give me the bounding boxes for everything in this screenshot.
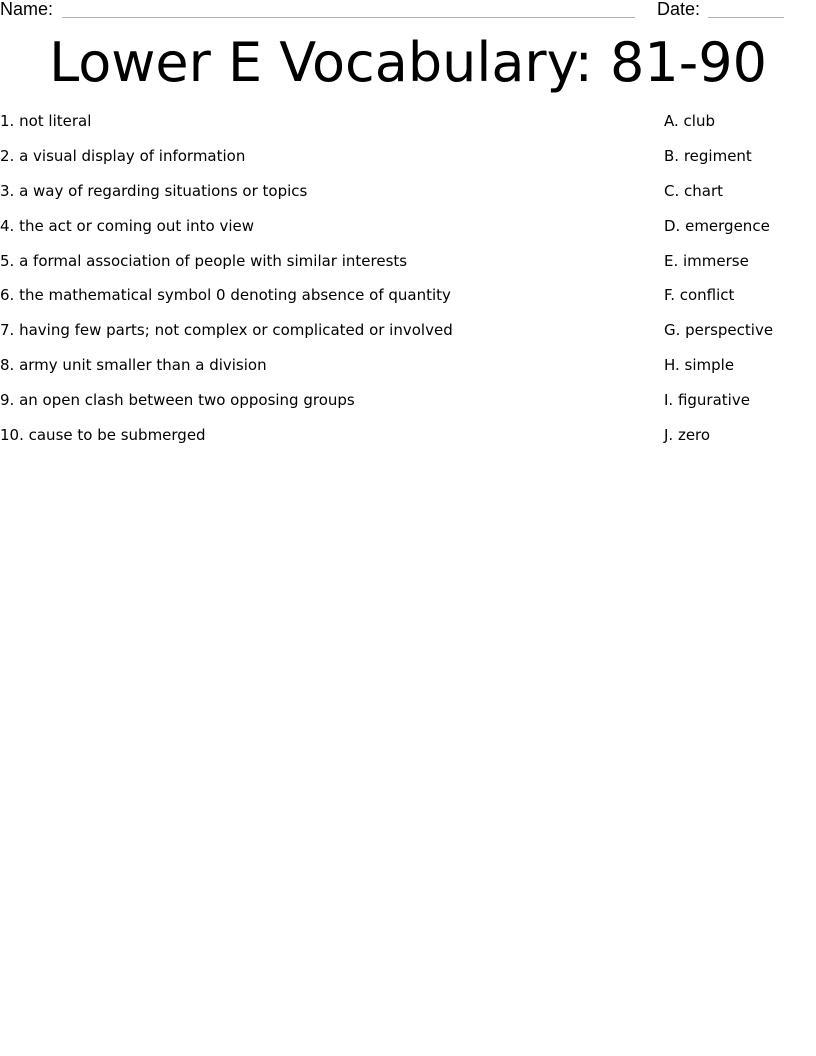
date-label: Date:: [657, 0, 701, 19]
answer-item: E. immerse: [664, 251, 749, 270]
answer-item: J. zero: [664, 426, 711, 445]
clue-item: 7. having few parts; not complex or complicated or involved: [0, 321, 453, 340]
date-blank-line: [708, 17, 784, 18]
answer-item: C. chart: [664, 181, 724, 200]
answer-item: H. simple: [664, 356, 735, 375]
worksheet-title: Lower E Vocabulary: 81-90: [49, 31, 767, 94]
answer-item: I. figurative: [664, 391, 750, 410]
name-label: Name:: [0, 0, 54, 19]
clue-item: 10. cause to be submerged: [0, 426, 206, 445]
clue-item: 6. the mathematical symbol 0 denoting absence of quantity: [0, 286, 451, 305]
answer-item: A. club: [664, 112, 715, 130]
worksheet-header: [0, 0, 816, 22]
answer-list: [664, 110, 814, 459]
clue-item: 9. an open clash between two opposing groups: [0, 391, 355, 410]
clue-item: 4. the act or coming out into view: [0, 216, 255, 235]
answer-item: D. emergence: [664, 216, 770, 235]
clue-item: 2. a visual display of information: [0, 146, 246, 165]
answer-item: G. perspective: [664, 321, 774, 340]
clue-item: 3. a way of regarding situations or topics: [0, 181, 308, 200]
clue-list: [0, 110, 640, 459]
clue-item: 8. army unit smaller than a division: [0, 356, 267, 375]
clue-item: 5. a formal association of people with similar interests: [0, 251, 408, 270]
answer-item: B. regiment: [664, 146, 752, 165]
answer-item: F. conflict: [664, 286, 735, 305]
name-blank-line: [62, 17, 635, 18]
clue-item: 1. not literal: [0, 112, 92, 130]
